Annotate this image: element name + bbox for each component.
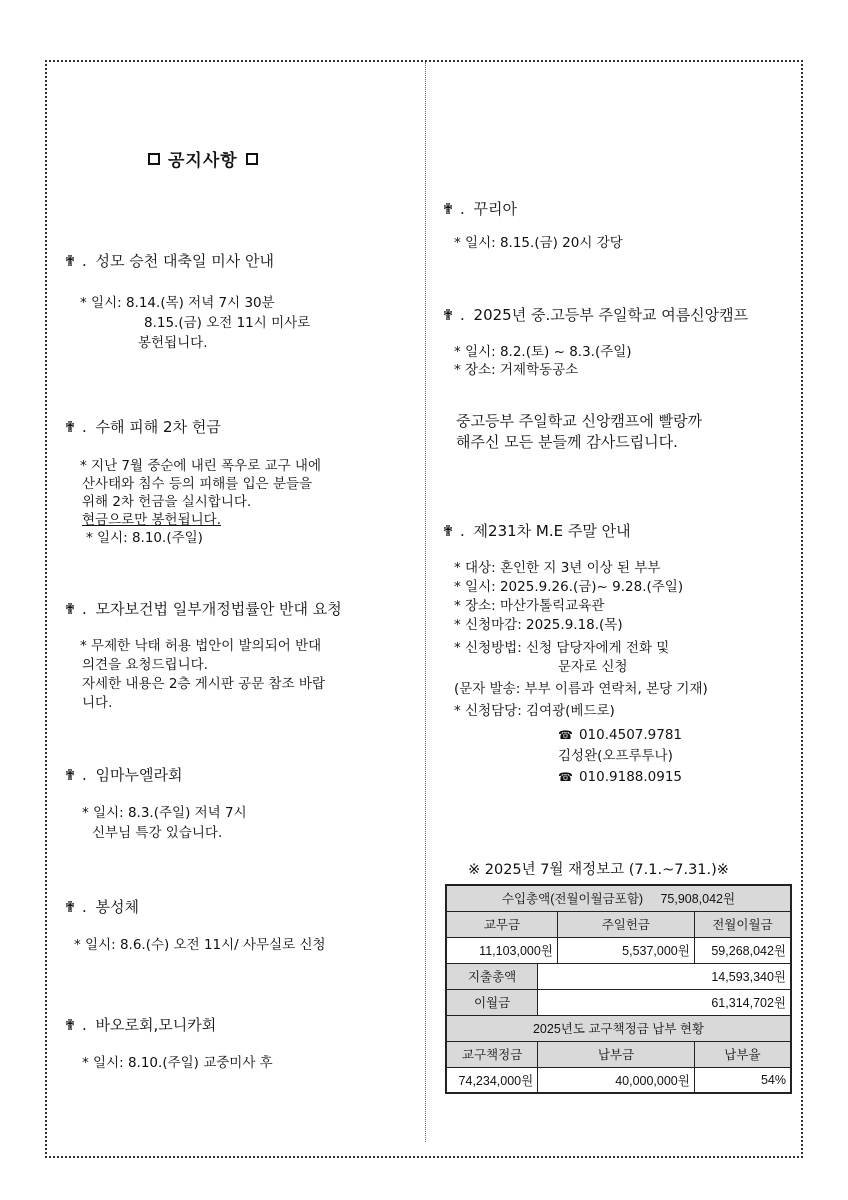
page-title: 공지사항 bbox=[148, 146, 258, 171]
cross-icon: ✟ bbox=[441, 521, 455, 540]
column-divider bbox=[425, 62, 426, 1142]
table-row: 교무금 주일헌금 전월이월금 bbox=[446, 911, 791, 937]
notice-emmanuela: ✟ . 임마누엘라회 * 일시: 8.3.(주일) 저녁 7시 신부님 특강 있습니다. bbox=[63, 765, 247, 841]
square-bullet-icon bbox=[246, 153, 258, 165]
notice-communion-to-sick: ✟ . 봉성체 * 일시: 8.6.(수) 오전 11시/ 사무실로 신청 bbox=[63, 897, 326, 953]
table-row: 2025년도 교구책정금 납부 현황 bbox=[446, 1015, 791, 1041]
cross-icon: ✟ bbox=[63, 765, 77, 784]
phone-icon: ☎ bbox=[558, 770, 573, 784]
cross-icon: ✟ bbox=[63, 251, 77, 270]
cross-icon: ✟ bbox=[63, 897, 77, 916]
table-row: 교구책정금 납부금 납부율 bbox=[446, 1041, 791, 1067]
notice-paul-monica: ✟ . 바오로회,모니카회 * 일시: 8.10.(주일) 교중미사 후 bbox=[63, 1015, 273, 1071]
cross-icon: ✟ bbox=[63, 599, 77, 618]
notice-youth-camp: ✟ . 2025년 중.고등부 주일학교 여름신앙캠프 * 일시: 8.2.(토) ~ 8.3.(주일) * 장소: 거제학동공소 중고등부 주일학교 신앙캠프에 빨랑까 해주신 모든 분들께 감사드립니다. bbox=[441, 305, 749, 451]
notice-maternal-health-law: ✟ . 모자보건법 일부개정법률안 반대 요청 * 무제한 낙태 허용 법안이 발의되어 반대 의견을 요청드립니다. 자세한 내용은 2층 게시판 공문 참조 바랍 니다. bbox=[63, 599, 342, 711]
phone-icon: ☎ bbox=[558, 728, 573, 742]
notice-marriage-encounter: ✟ . 제231차 M.E 주말 안내 * 대상: 혼인한 지 3년 이상 된 부부 * 일시: 2025.9.26.(금)~ 9.28.(주일) * 장소: 마산가톨릭교육관 * 신청마감: 2025.9.18.(목) * 신청방법: 신청 담당자에게 전화 및 문자로 신청 (문자 발송: 부부 이름과 연락처, 본당 기재) * 신청담당: 김여광(베드로) ☎ 010.4507.9781 김성완(오프루투나) ☎ 010.9188.0915 bbox=[441, 521, 708, 785]
notice-flood-collection: ✟ . 수해 피해 2차 헌금 * 지난 7월 중순에 내린 폭우로 교구 내에 산사태와 침수 등의 피해를 입은 분들을 위해 2차 헌금을 실시합니다. 현금으로만 봉헌됩니다. * 일시: 8.10.(주일) bbox=[63, 417, 321, 546]
table-row bbox=[446, 885, 791, 911]
table-row: 이월금 61,314,702원 bbox=[446, 989, 791, 1015]
table-row: 11,103,000원 5,537,000원 59,268,042원 bbox=[446, 937, 791, 963]
table-row: 74,234,000원 40,000,000원 54% bbox=[446, 1067, 791, 1093]
notice-assumption-mass: ✟ . 성모 승천 대축일 미사 안내 * 일시: 8.14.(목) 저녁 7시 30분 8.15.(금) 오전 11시 미사로 봉헌됩니다. bbox=[63, 251, 311, 351]
cross-icon: ✟ bbox=[63, 1015, 77, 1034]
cross-icon: ✟ bbox=[63, 417, 77, 436]
cross-icon: ✟ bbox=[441, 199, 455, 218]
finance-report-title: ※ 2025년 7월 재정보고 (7.1.~7.31.)※ bbox=[468, 862, 729, 878]
notice-curia: ✟ . 꾸리아 * 일시: 8.15.(금) 20시 강당 bbox=[441, 199, 623, 251]
finance-table bbox=[445, 884, 792, 1094]
cross-icon: ✟ bbox=[441, 305, 455, 324]
square-bullet-icon bbox=[148, 153, 160, 165]
table-row: 지출총액 14,593,340원 bbox=[446, 963, 791, 989]
income-total-cell: 수입총액(전월이월금포함) 75,908,042원 bbox=[446, 885, 791, 911]
